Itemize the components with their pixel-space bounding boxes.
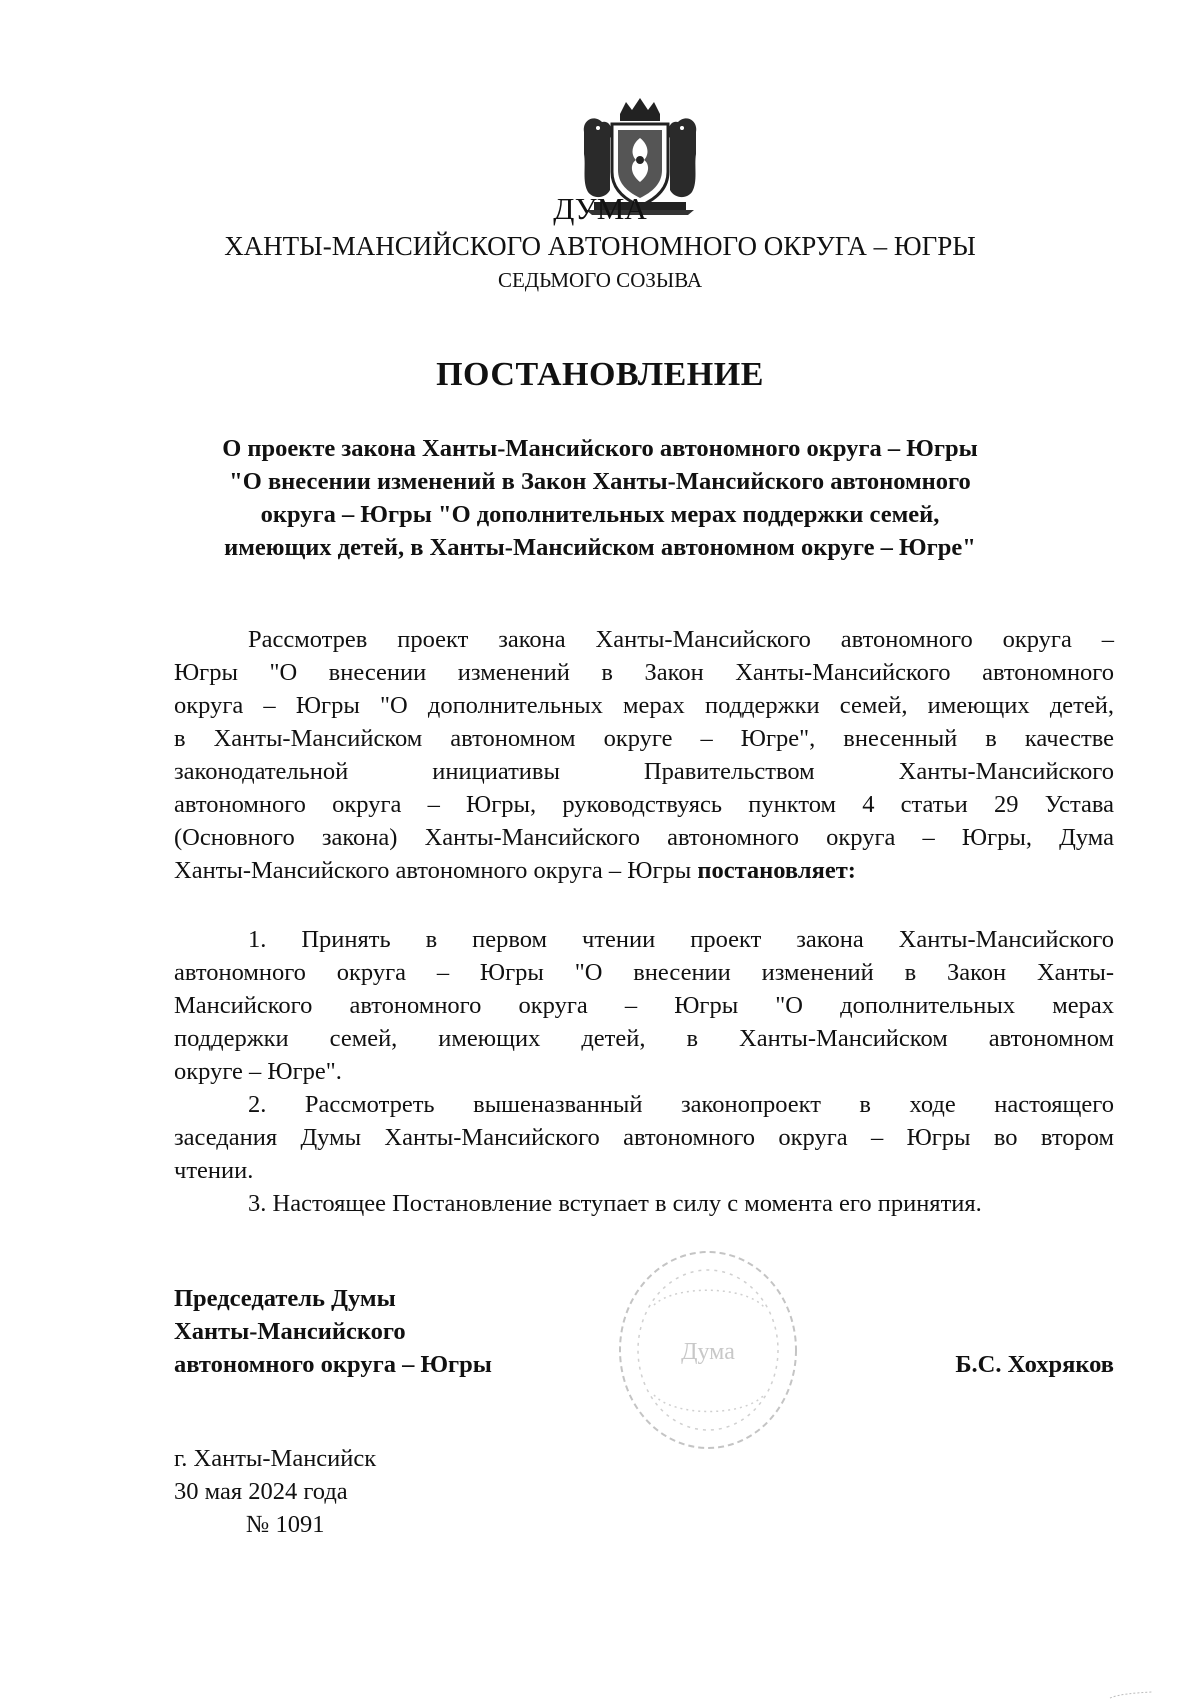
item-1-line: поддержки семей, имеющих детей, в Ханты-Мансийском автономном xyxy=(174,1025,1114,1052)
document-subject xyxy=(0,432,1200,564)
item-1-line: автономного округа – Югры "О внесении изменений в Закон Ханты- xyxy=(174,959,1114,986)
preamble-line: (Основного закона) Ханты-Мансийского автономного округа – Югры, Дума xyxy=(174,824,1114,851)
document-type-heading: ПОСТАНОВЛЕНИЕ xyxy=(436,356,764,393)
item-1-line: Мансийского автономного округа – Югры "О дополнительных мерах xyxy=(174,992,1114,1019)
preamble-line: округа – Югры "О дополнительных мерах поддержки семей, имеющих детей, xyxy=(174,692,1114,719)
preamble-paragraph xyxy=(174,623,1114,887)
preamble-line: Рассмотрев проект закона Ханты-Мансийского автономного округа – xyxy=(248,626,1114,653)
preamble-line: в Ханты-Мансийском автономном округе – Югре", внесенный в качестве xyxy=(174,725,1114,752)
preamble-last-text: Ханты-Мансийского автономного округа – Югры xyxy=(174,857,692,884)
resolves-keyword: постановляет: xyxy=(697,857,856,884)
org-region: ХАНТЫ-МАНСИЙСКОГО АВТОНОМНОГО ОКРУГА – ЮГРЫ xyxy=(224,231,976,261)
document-date: 30 мая 2024 года xyxy=(174,1478,348,1505)
preamble-line: законодательной инициативы Правительством Ханты-Мансийского xyxy=(174,758,1114,785)
item-1-last-line: округе – Югре". xyxy=(174,1058,342,1085)
item-2-line: 2. Рассмотреть вышеназванный законопроект в ходе настоящего xyxy=(248,1091,1114,1118)
preamble-last-line xyxy=(174,854,1114,887)
subject-line: округа – Югры "О дополнительных мерах поддержки семей, xyxy=(260,501,940,528)
item-2-last-line: чтении. xyxy=(174,1157,254,1184)
item-2-line: заседания Думы Ханты-Мансийского автономного округа – Югры во втором xyxy=(174,1124,1114,1151)
place-date-block xyxy=(174,1442,376,1541)
preamble-line: автономного округа – Югры, руководствуясь пунктом 4 статьи 29 Устава xyxy=(174,791,1114,818)
signatory-position xyxy=(174,1282,492,1381)
document-number: № 1091 xyxy=(246,1511,325,1538)
signatory-name: Б.С. Хохряков xyxy=(955,1351,1114,1378)
position-line: Ханты-Мансийского xyxy=(174,1318,406,1345)
official-stamp xyxy=(614,1245,802,1455)
document-place: г. Ханты-Мансийск xyxy=(174,1445,377,1472)
subject-line: О проекте закона Ханты-Мансийского автономного округа – Югры xyxy=(222,435,978,462)
scan-artifact xyxy=(1108,1690,1154,1700)
item-1-line: 1. Принять в первом чтении проект закона Ханты-Мансийского xyxy=(248,926,1114,953)
subject-line: "О внесении изменений в Закон Ханты-Мансийского автономного xyxy=(229,468,971,495)
org-convocation: СЕДЬМОГО СОЗЫВА xyxy=(497,268,703,292)
stamp-label: Дума xyxy=(681,1339,735,1365)
subject-line: имеющих детей, в Ханты-Мансийском автономном округе – Югре" xyxy=(224,534,976,561)
position-line: Председатель Думы xyxy=(174,1285,396,1312)
org-title: ДУМА xyxy=(553,191,647,226)
resolution-items xyxy=(174,923,1114,1220)
position-line: автономного округа – Югры xyxy=(174,1351,492,1378)
item-3-line: 3. Настоящее Постановление вступает в силу с момента его принятия. xyxy=(248,1190,982,1217)
preamble-line: Югры "О внесении изменений в Закон Ханты-Мансийского автономного xyxy=(174,659,1114,686)
